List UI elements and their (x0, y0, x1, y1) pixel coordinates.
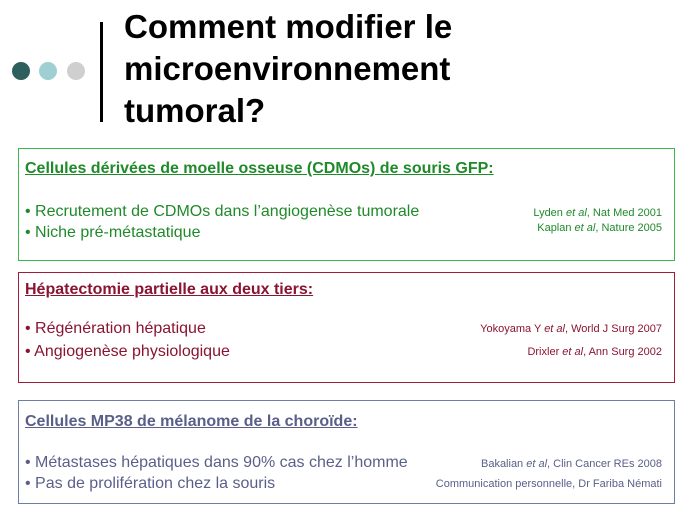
bullet-item: • Métastases hépatiques dans 90% cas chez l’homme (25, 454, 408, 471)
slide-title (124, 6, 664, 132)
reference-citation: Lyden et al, Nat Med 2001 (533, 207, 662, 219)
content-box-cdmo (18, 148, 675, 261)
box-heading: Cellules dérivées de moelle osseuse (CDMOs) de souris GFP: (25, 160, 494, 177)
title-divider-bar (100, 22, 103, 122)
reference-citation: Bakalian et al, Clin Cancer REs 2008 (480, 458, 662, 470)
slide-title-line3: tumoral? (124, 92, 266, 129)
bullet-item: • Régénération hépatique (25, 320, 206, 337)
decor-dot-light-teal (39, 62, 57, 80)
reference-citation: Kaplan et al, Nature 2005 (537, 222, 662, 234)
decor-dot-grey (67, 62, 85, 80)
bullet-item: • Recrutement de CDMOs dans l’angiogenèse tumorale (25, 203, 420, 220)
decor-dot-dark (12, 62, 30, 80)
box-heading: Cellules MP38 de mélanome de la choroïde: (25, 413, 358, 430)
reference-citation: Yokoyama Y et al, World J Surg 2007 (480, 323, 662, 335)
reference-citation: Communication personnelle, Dr Fariba Némati (435, 478, 662, 490)
box-heading: Hépatectomie partielle aux deux tiers: (25, 281, 314, 298)
slide-title-line2: microenvironnement (124, 50, 451, 87)
content-box-hepatectomie (18, 272, 675, 383)
reference-citation: Drixler et al, Ann Surg 2002 (527, 346, 662, 358)
bullet-item: • Angiogenèse physiologique (25, 343, 230, 360)
bullet-item: • Niche pré-métastatique (25, 224, 201, 241)
slide-title-line1: Comment modifier le (124, 8, 453, 45)
bullet-item: • Pas de prolifération chez la souris (25, 475, 276, 492)
content-box-mp38 (18, 400, 675, 504)
